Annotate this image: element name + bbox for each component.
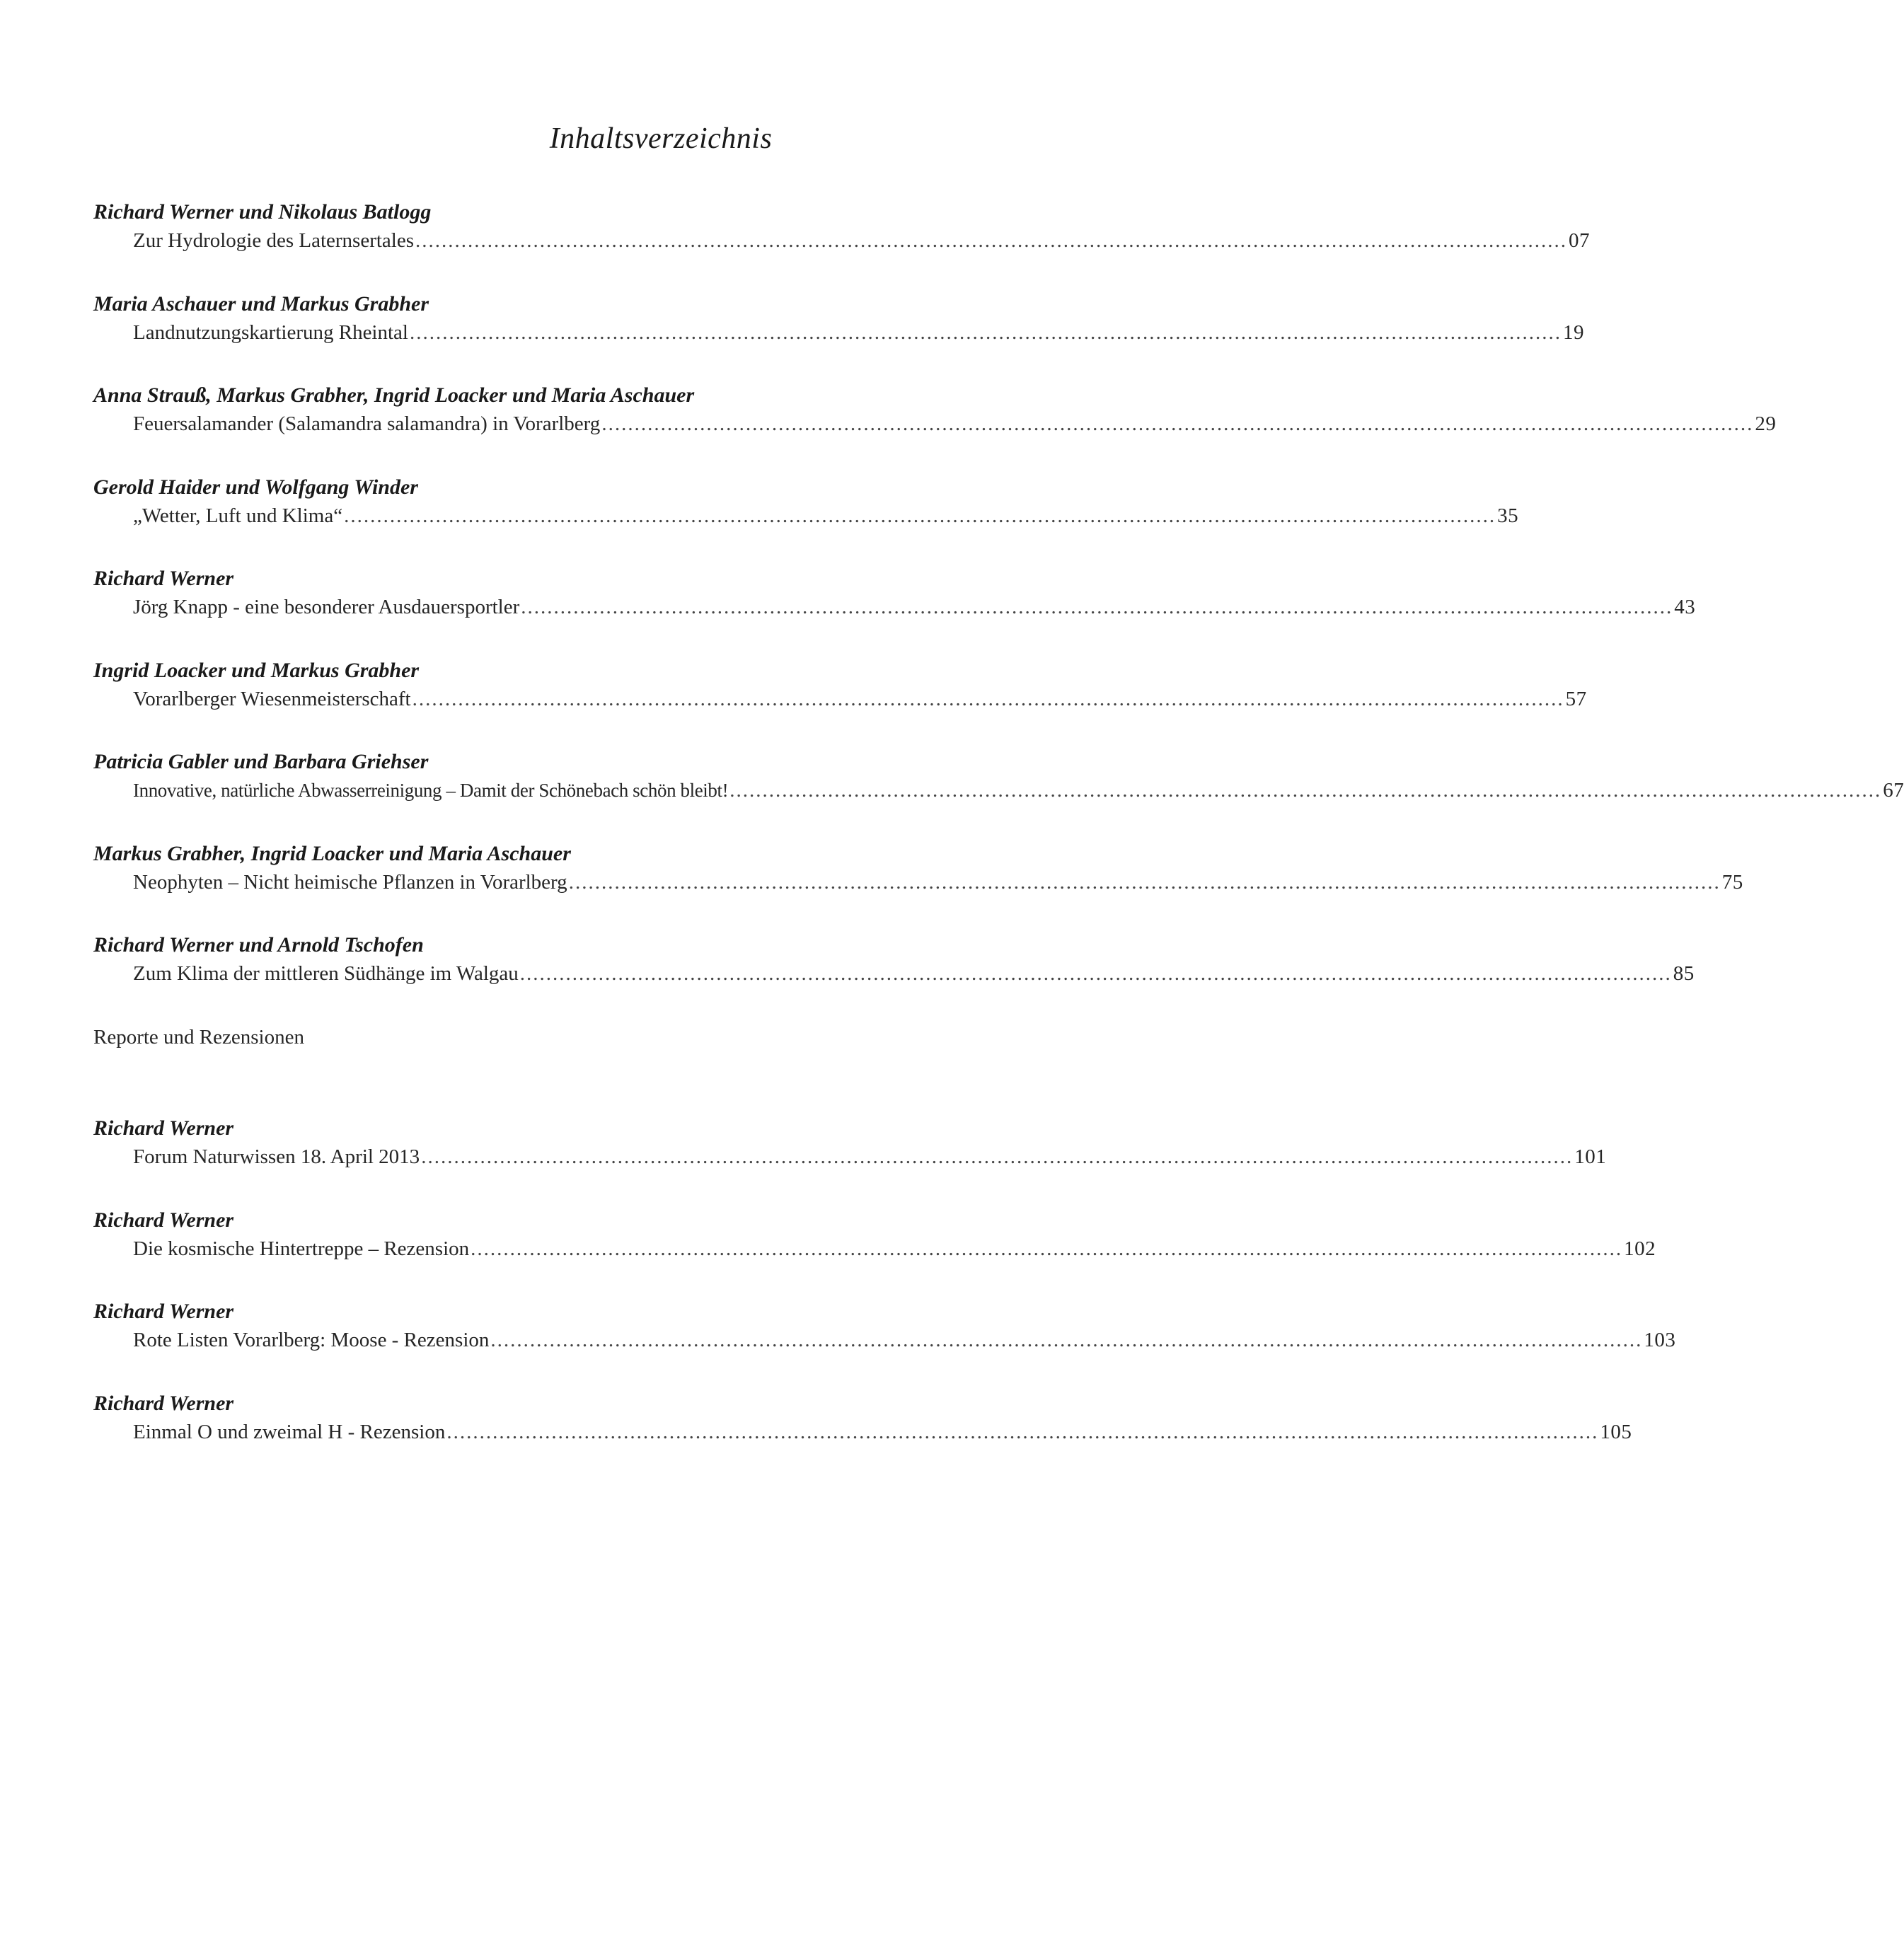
entry-page-number: 57 — [1565, 687, 1587, 710]
entry-page-number: 102 — [1624, 1237, 1656, 1260]
entry-title: Die kosmische Hintertreppe – Rezension — [133, 1237, 470, 1260]
toc-entry — [93, 1208, 1656, 1300]
dot-leader: ................................................................................................................................................................................ — [471, 1237, 1623, 1260]
entry-line[interactable] — [133, 228, 1590, 256]
entry-line[interactable] — [133, 1419, 1632, 1448]
entry-author: Richard Werner — [93, 1116, 234, 1140]
dot-leader: ................................................................................................................................................................................ — [490, 1329, 1643, 1351]
entry-author: Richard Werner und Nikolaus Batlogg — [93, 200, 432, 224]
entry-line[interactable] — [133, 961, 1695, 989]
entry-title: Vorarlberger Wiesenmeisterschaft — [133, 687, 411, 710]
entry-title: Neophyten – Nicht heimische Pflanzen in Vorarlberg — [133, 870, 567, 894]
entry-page-number: 85 — [1673, 962, 1695, 985]
toc-entry — [93, 841, 1743, 933]
entry-page-number: 19 — [1562, 320, 1584, 344]
entry-title: Jörg Knapp - eine besonderer Ausdauersportler — [133, 596, 520, 618]
entry-page-number: 103 — [1644, 1329, 1676, 1351]
dot-leader: ................................................................................................................................................................................ — [519, 962, 1672, 985]
toc-entry — [93, 749, 1904, 841]
entry-line[interactable] — [133, 1236, 1656, 1264]
entry-line[interactable] — [133, 594, 1696, 623]
entry-page-number: 101 — [1574, 1145, 1607, 1168]
entry-title: Forum Naturwissen 18. April 2013 — [133, 1145, 420, 1168]
entry-title: Rote Listen Vorarlberg: Moose - Rezension — [133, 1329, 490, 1351]
entry-author: Richard Werner und Arnold Tschofen — [93, 933, 424, 957]
entry-line[interactable] — [133, 411, 1777, 439]
dot-leader: ................................................................................................................................................................................ — [421, 1145, 1574, 1168]
toc-entry — [93, 200, 1590, 291]
entry-page-number: 35 — [1497, 504, 1519, 527]
entry-author: Gerold Haider und Wolfgang Winder — [93, 475, 418, 499]
toc-entry — [93, 383, 1777, 475]
entry-author: Markus Grabher, Ingrid Loacker und Maria Aschauer — [93, 841, 571, 865]
entry-author: Anna Strauß, Markus Grabher, Ingrid Loacker und Maria Aschauer — [93, 383, 695, 407]
dot-leader: ................................................................................................................................................................................ — [446, 1420, 1599, 1443]
entry-author: Maria Aschauer und Markus Grabher — [93, 291, 429, 316]
entry-author: Richard Werner — [93, 1300, 234, 1323]
entry-author: Patricia Gabler und Barbara Griehser — [93, 750, 429, 773]
dot-leader: ................................................................................................................................................................................ — [415, 229, 1567, 252]
entry-line[interactable] — [133, 1144, 1607, 1172]
dot-leader: ................................................................................................................................................................................ — [344, 504, 1496, 527]
entry-line[interactable] — [133, 1327, 1676, 1356]
dot-leader: ................................................................................................................................................................................ — [568, 870, 1721, 894]
entry-line[interactable] — [133, 686, 1587, 715]
entry-title: Einmal O und zweimal H - Rezension — [133, 1420, 446, 1443]
page-title: Inhaltsverzeichnis — [549, 122, 773, 155]
toc-entry — [93, 932, 1695, 1024]
entry-page-number: 75 — [1721, 870, 1743, 894]
toc-entry — [93, 291, 1584, 383]
dot-leader: ................................................................................................................................................................................ — [409, 320, 1562, 344]
toc-entry — [93, 1116, 1607, 1208]
entry-line[interactable] — [133, 778, 1904, 806]
entry-line[interactable] — [133, 870, 1743, 898]
dot-leader: ................................................................................................................................................................................ — [521, 596, 1673, 618]
entry-page-number: 07 — [1569, 229, 1590, 252]
toc-entry — [93, 1391, 1632, 1483]
toc-entry — [93, 475, 1519, 567]
entry-title: Feuersalamander (Salamandra salamandra) in Vorarlberg — [133, 412, 601, 435]
entry-line[interactable] — [133, 320, 1584, 348]
dot-leader: ................................................................................................................................................................................ — [601, 412, 1754, 435]
toc-entry — [93, 566, 1696, 658]
entry-author: Ingrid Loacker und Markus Grabher — [93, 658, 420, 682]
table-of-contents — [93, 200, 1904, 1482]
entry-author: Richard Werner — [93, 1208, 234, 1232]
entry-page-number: 43 — [1674, 596, 1696, 618]
entry-title: Innovative, natürliche Abwasserreinigung – Damit der Schönebach schön bleibt! — [133, 780, 729, 801]
toc-entry — [93, 658, 1587, 750]
entry-title: Zur Hydrologie des Laternsertales — [133, 229, 414, 252]
toc-entry — [93, 1299, 1676, 1391]
entry-author: Richard Werner — [93, 1391, 234, 1415]
dot-leader: ................................................................................................................................................................................ — [412, 687, 1564, 710]
entry-title: „Wetter, Luft und Klima“ — [133, 504, 343, 527]
dot-leader: ................................................................................................................................................................................ — [729, 779, 1882, 802]
entry-line[interactable] — [133, 503, 1519, 531]
entry-title: Zum Klima der mittleren Südhänge im Walgau — [133, 962, 519, 985]
entry-page-number: 67 — [1883, 779, 1904, 802]
entry-title: Landnutzungskartierung Rheintal — [133, 320, 408, 344]
entry-page-number: 105 — [1600, 1420, 1632, 1443]
entry-author: Richard Werner — [93, 567, 234, 590]
entry-page-number: 29 — [1755, 412, 1777, 435]
section-heading: Reporte und Rezensionen — [93, 1025, 304, 1049]
